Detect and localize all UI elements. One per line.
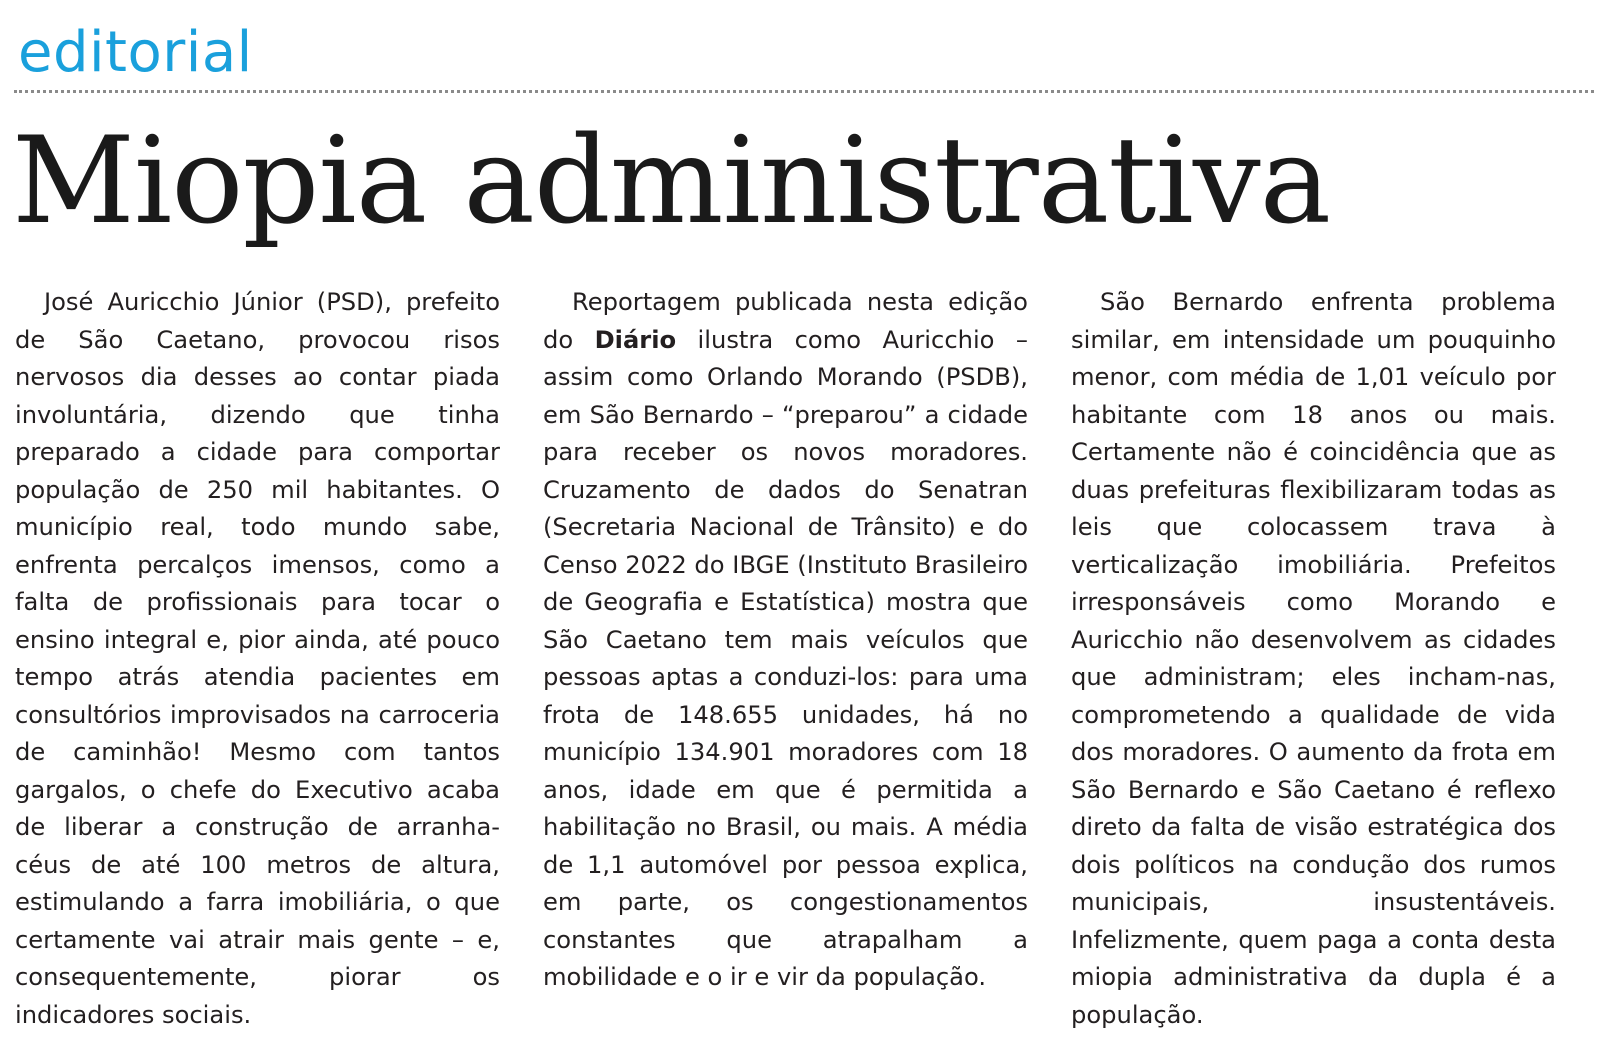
article-column-1: José Auricchio Júnior (PSD), prefeito de São Caetano, provocou risos nervosos dia desses ao contar piada involuntária, dizendo que tinha preparado a cidade para comportar população de 250 mil habitantes. O município real, todo mundo sabe, enfrenta percalços imensos, como a falta de profissionais para tocar o ensino integral e, pior ainda, até pouco tempo atrás atendia pacientes em consultórios improvisados na carroceria de caminhão! Mesmo com tantos gargalos, o chefe do Executivo acaba de liberar a construção de arranha-céus de até 100 metros de altura, estimulando a farra imobiliária, o que certamente vai atrair mais gente – e, consequentemente, piorar os indicadores sociais. — [15, 288, 500, 1029]
newspaper-name: Diário — [594, 325, 677, 354]
column-2-text-start: Reportagem publicada nesta edição do — [543, 288, 1028, 354]
article-column-2 — [543, 284, 1028, 997]
column-2-text-rest: ilustra como Auricchio – assim como Orlando Morando (PSDB), em São Bernardo – “preparou” a cidade para receber os novos moradores. Cruzamento de dados do Senatran (Secretaria Nacional de Trânsito) e do Censo 2022 do IBGE (Instituto Brasileiro de Geografia e Estatística) mostra que São Caetano tem mais veículos que pessoas aptas a conduzi-los: para uma frota de 148.655 unidades, há no município 134.901 moradores com 18 anos, idade em que é permitida a habilitação no Brasil, ou mais. A média de 1,1 automóvel por pessoa explica, em parte, os congestionamentos constantes que atrapalham a mobilidade e o ir e vir da população. — [543, 325, 1028, 991]
dotted-divider — [14, 90, 1594, 93]
article-column-3: São Bernardo enfrenta problema similar, em intensidade um pouquinho menor, com média de 1,01 veículo por habitante com 18 anos ou mais. Certamente não é coincidência que as duas prefeituras flexibilizaram todas as leis que colocassem trava à verticalização imobiliária. Prefeitos irresponsáveis como Morando e Auricchio não desenvolvem as cidades que administram; eles incham-nas, comprometendo a qualidade de vida dos moradores. O aumento da frota em São Bernardo e São Caetano é reflexo direto da falta de visão estratégica dos dois políticos na condução dos rumos municipais, insustentáveis. Infelizmente, quem paga a conta desta miopia administrativa da dupla é a população. — [1071, 288, 1556, 1029]
section-label: editorial — [18, 20, 253, 85]
headline: Miopia administrativa — [12, 112, 1331, 251]
